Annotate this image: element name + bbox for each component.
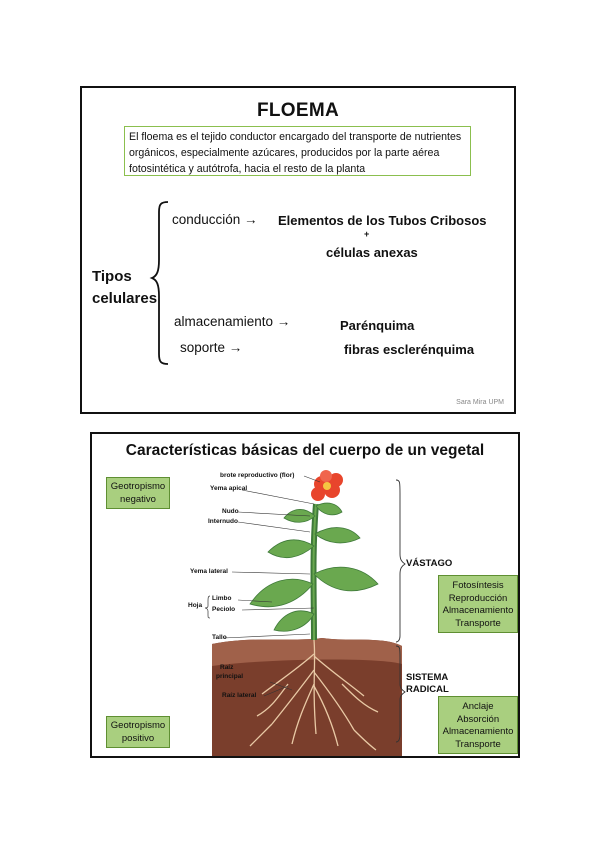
function-item: Anclaje bbox=[462, 701, 494, 712]
cells-anexas: células anexas bbox=[326, 245, 418, 260]
geotropismo-positivo-box: Geotropismo positivo bbox=[106, 716, 170, 748]
credit: Sara Mira UPM bbox=[456, 399, 504, 406]
function-item: Reproducción bbox=[448, 592, 508, 604]
geotropismo-negativo-box: Geotropismo negativo bbox=[106, 477, 170, 509]
function-item: Almacenamiento bbox=[442, 605, 514, 616]
function-item: Transporte bbox=[455, 738, 501, 750]
radical-functions-box bbox=[438, 696, 518, 754]
label-internudo: Internudo bbox=[208, 518, 238, 525]
label-hoja: Hoja bbox=[188, 602, 203, 609]
label-brote: brote reproductivo (flor) bbox=[220, 472, 295, 479]
label-raiz-principal-2: principal bbox=[216, 673, 244, 680]
label-peciolo: Peciolo bbox=[212, 606, 236, 613]
label-nudo: Nudo bbox=[222, 508, 239, 515]
tipos-celulares-label bbox=[92, 266, 157, 310]
function-soporte: soporte → bbox=[180, 340, 243, 355]
floema-slide bbox=[80, 86, 516, 414]
label-yema-lateral: Yema lateral bbox=[190, 568, 228, 575]
label-vastago: VÁSTAGO bbox=[406, 558, 453, 569]
label-raiz-principal-1: Raíz bbox=[220, 664, 234, 671]
function-conduccion: conducción → bbox=[172, 212, 258, 227]
function-item: Fotosíntesis bbox=[452, 580, 504, 591]
slide-title: Características básicas del cuerpo de un vegetal bbox=[125, 442, 485, 459]
label-radical: RADICAL bbox=[406, 684, 449, 695]
label-limbo: Limbo bbox=[212, 595, 232, 602]
cells-fibras: fibras esclerénquima bbox=[344, 342, 475, 357]
cells-parenquima: Parénquima bbox=[340, 318, 415, 333]
slide-title: FLOEMA bbox=[256, 100, 339, 121]
definition-box: El floema es el tejido conductor encargado del transporte de nutrientes orgánicos, especialmente azúcares, producidos por la parte aérea fotosintética y autótrofa, hacia el resto de la planta bbox=[124, 126, 471, 176]
plant-body-slide bbox=[90, 432, 520, 758]
cells-tubos-cribosos: Elementos de los Tubos Cribosos bbox=[278, 213, 487, 228]
function-almacenamiento: almacenamiento → bbox=[174, 314, 291, 329]
function-item: Almacenamiento bbox=[442, 726, 514, 737]
flower bbox=[311, 470, 343, 501]
label-raiz-lateral: Raíz lateral bbox=[222, 692, 257, 699]
vastago-brace bbox=[396, 480, 405, 642]
vastago-functions-box bbox=[438, 575, 518, 633]
tipos-label-line1: Tipos bbox=[92, 268, 132, 285]
function-item: Transporte bbox=[455, 617, 501, 629]
label-tallo: Tallo bbox=[212, 634, 227, 641]
plus-sign: + bbox=[364, 229, 370, 239]
label-sistema: SISTEMA bbox=[406, 672, 449, 683]
label-yema-apical: Yema apical bbox=[210, 485, 248, 492]
curly-brace bbox=[82, 88, 518, 416]
tipos-label-line2: celulares bbox=[92, 290, 158, 307]
function-item: Absorción bbox=[456, 713, 500, 725]
